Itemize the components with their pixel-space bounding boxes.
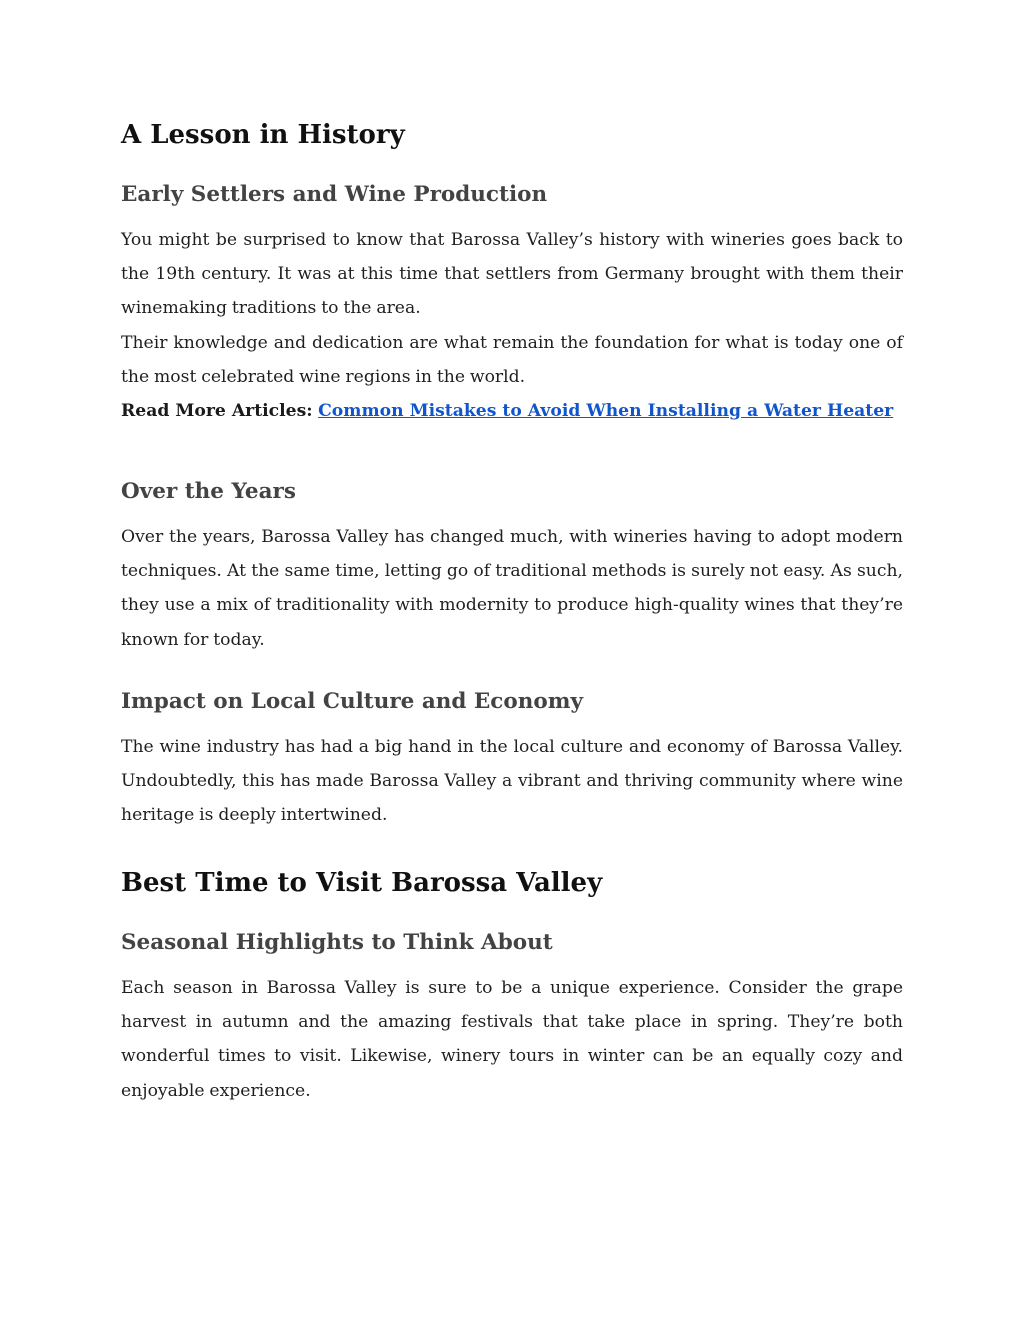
section-title-history: A Lesson in History <box>121 120 405 150</box>
paragraph-impact: The wine industry has had a big hand in the local culture and economy of Barossa Valley. Undoubtedly, this has made Barossa Valley a vibrant and thriving community where wine heritage is deeply intertwined. <box>121 737 903 826</box>
read-more-label: Read More Articles: <box>121 401 313 421</box>
read-more-block <box>121 398 903 424</box>
subheading-seasonal: Seasonal Highlights to Think About <box>121 930 553 955</box>
subheading-early-settlers: Early Settlers and Wine Production <box>121 182 548 207</box>
paragraph-early-settlers-1: You might be surprised to know that Barossa Valley’s history with wineries goes back to the 19th century. It was at this time that settlers from Germany brought with them their winemaking traditions to the area. <box>121 230 903 319</box>
section-title-best-time: Best Time to Visit Barossa Valley <box>121 868 603 898</box>
paragraph-over-the-years: Over the years, Barossa Valley has changed much, with wineries having to adopt modern techniques. At the same time, letting go of traditional methods is surely not easy. As such, they use a mix of traditionality with modernity to produce high-quality wines that they’re known for today. <box>121 527 903 650</box>
paragraph-seasonal: Each season in Barossa Valley is sure to be a unique experience. Consider the grape harvest in autumn and the amazing festivals that take place in spring. They’re both wonderful times to visit. Likewise, winery tours in winter can be an equally cozy and enjoyable experience. <box>121 978 903 1101</box>
subheading-over-the-years: Over the Years <box>121 479 296 504</box>
subheading-impact: Impact on Local Culture and Economy <box>121 689 583 714</box>
read-more-link[interactable]: Common Mistakes to Avoid When Installing a Water Heater <box>318 401 894 421</box>
paragraph-early-settlers-2: Their knowledge and dedication are what remain the foundation for what is today one of the most celebrated wine regions in the world. <box>121 333 903 388</box>
